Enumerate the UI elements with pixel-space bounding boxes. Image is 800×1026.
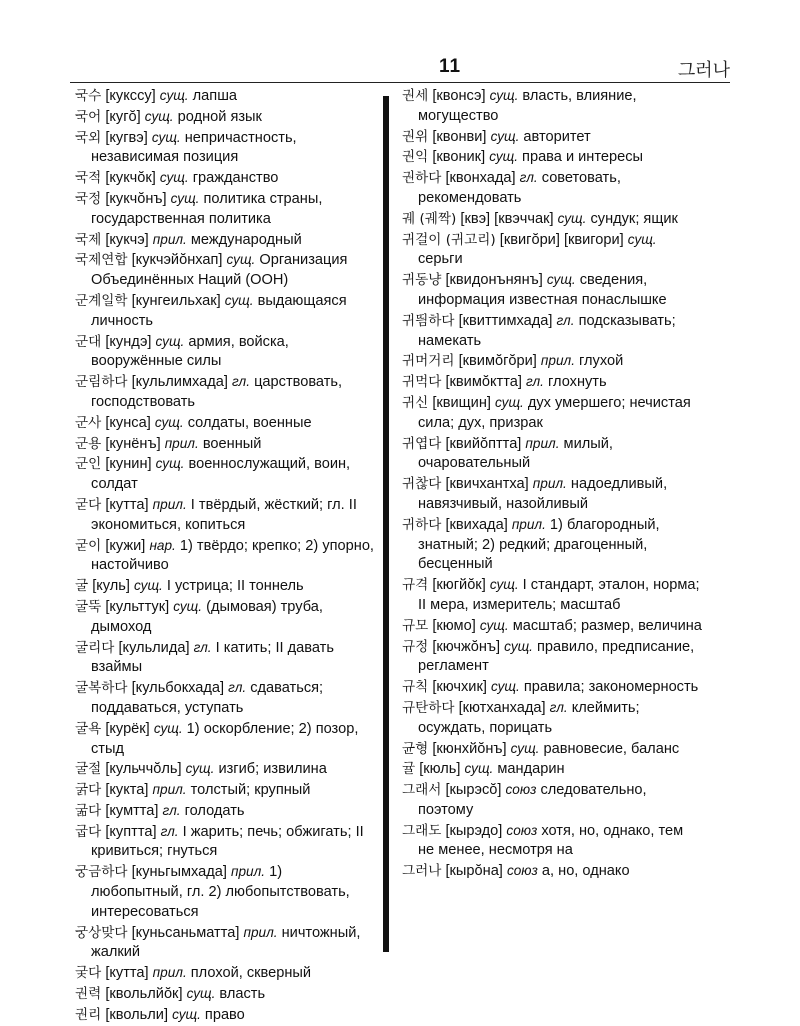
transcription: [кырŏна] <box>445 863 503 880</box>
definition: выдающаяся личность <box>91 292 347 329</box>
transcription: [кюгйŏк] <box>432 577 486 594</box>
dictionary-entry <box>402 575 702 616</box>
dictionary-entry <box>75 984 375 1005</box>
grammar-label: прил. <box>152 231 187 247</box>
definition: лапша <box>192 88 238 104</box>
transcription: [квольли] <box>105 1006 168 1023</box>
grammar-label: сущ. <box>186 986 216 1002</box>
grammar-label: сущ. <box>557 210 587 226</box>
headword: 귀먹다 <box>402 374 442 391</box>
transcription: [кукчŏнъ] <box>105 190 167 207</box>
headword: 귀띔하다 <box>402 312 455 329</box>
running-head: 그러나 <box>677 60 730 80</box>
definition: 1) оскорбление; 2) позор, стыд <box>91 720 359 757</box>
grammar-label: прил. <box>152 496 187 512</box>
transcription: [кюль] <box>419 761 461 778</box>
right-column <box>402 86 702 882</box>
grammar-label: сущ. <box>489 577 519 593</box>
headword: 귀찮다 <box>402 476 442 493</box>
grammar-label: гл. <box>228 680 247 696</box>
dictionary-entry <box>402 86 702 127</box>
grammar-label: прил. <box>540 353 575 369</box>
definition: (дымовая) труба, дымоход <box>91 598 323 635</box>
headword: 귀걸이 (귀고리) <box>402 231 496 248</box>
transcription: [кюнхйŏнъ] <box>432 740 507 757</box>
transcription: [кырэдо] <box>445 822 503 839</box>
definition: I устрица; II тоннель <box>166 578 304 595</box>
grammar-label: сущ. <box>226 252 256 268</box>
transcription: [квичхантха] <box>445 476 529 493</box>
transcription: [квимŏктта] <box>445 374 522 391</box>
dictionary-entry <box>75 963 375 984</box>
grammar-label: гл. <box>549 699 568 715</box>
definition: равновесие, баланс <box>543 740 680 757</box>
dictionary-entry <box>75 332 375 373</box>
grammar-label: сущ. <box>153 720 183 736</box>
grammar-label: сущ. <box>464 761 494 777</box>
transcription: [кунгеильхак] <box>131 292 221 309</box>
definition: правило, предписание, регламент <box>418 638 695 675</box>
dictionary-entry <box>402 515 702 575</box>
transcription: [кунёнъ] <box>105 435 161 452</box>
transcription: [квигŏри] [квигори] <box>499 231 624 248</box>
definition: I твёрдый, жёсткий; гл. II экономиться, копиться <box>91 496 357 533</box>
transcription: [кумтта] <box>105 802 159 819</box>
definition: мандарин <box>497 761 565 778</box>
definition: ничтожный, жалкий <box>91 924 361 961</box>
dictionary-entry <box>75 597 375 638</box>
dictionary-entry <box>402 780 702 821</box>
headword: 국외 <box>75 129 102 146</box>
headword: 귤 <box>402 761 416 778</box>
headword: 국적 <box>75 170 102 187</box>
headword: 규탄하다 <box>402 699 455 716</box>
definition: I стандарт, эталон, норма; II мера, измеритель; масштаб <box>418 577 700 613</box>
grammar-label: гл. <box>519 170 538 186</box>
headword: 국수 <box>75 88 102 104</box>
definition: советовать, рекомендовать <box>418 170 621 206</box>
transcription: [квийŏптта] <box>445 435 522 452</box>
definition: голодать <box>184 802 245 819</box>
grammar-label: сущ. <box>173 598 203 614</box>
headword: 굴뚝 <box>75 598 102 615</box>
dictionary-entry <box>402 230 702 271</box>
dictionary-entry <box>75 759 375 780</box>
grammar-label: гл. <box>160 823 179 839</box>
header-rule <box>70 82 730 83</box>
dictionary-entry <box>75 454 375 495</box>
grammar-label: союз <box>506 822 538 838</box>
dictionary-entry <box>402 616 702 637</box>
definition: следовательно, поэтому <box>418 782 647 818</box>
grammar-label: прил. <box>152 782 187 798</box>
definition: масштаб; размер, величина <box>512 617 702 634</box>
transcription: [кукссу] <box>105 88 156 104</box>
definition: изгиб; извилина <box>218 761 327 778</box>
transcription: [квонви] <box>432 128 487 145</box>
dictionary-entry <box>75 291 375 332</box>
transcription: [куль] <box>92 578 130 595</box>
definition: солдаты, военные <box>187 414 312 431</box>
dictionary-entry <box>402 311 702 352</box>
dictionary-entry <box>75 107 375 128</box>
grammar-label: гл. <box>193 639 212 655</box>
headword: 군대 <box>75 333 102 350</box>
dictionary-entry <box>402 821 702 862</box>
definition: а, но, однако <box>541 863 630 880</box>
transcription: [кугвэ] <box>105 129 148 146</box>
grammar-label: сущ. <box>224 292 254 308</box>
headword: 규정 <box>402 638 429 655</box>
transcription: [культтук] <box>105 598 170 615</box>
dictionary-entry <box>402 147 702 168</box>
dictionary-entry <box>75 801 375 822</box>
definition: сдаваться; поддаваться, уступать <box>91 680 324 716</box>
grammar-label: союз <box>505 782 537 798</box>
headword: 군인 <box>75 456 102 473</box>
transcription: [куньсаньматта] <box>131 924 240 941</box>
headword: 굴욕 <box>75 720 102 737</box>
definition: 1) любопытный, гл. 2) любопытствовать, интересоваться <box>91 864 350 920</box>
headword: 궁상맞다 <box>75 924 128 941</box>
definition: клеймить; осуждать, порицать <box>418 699 640 736</box>
grammar-label: прил. <box>164 435 199 451</box>
definition: надоедливый, навязчивый, назойливый <box>418 476 668 512</box>
grammar-label: сущ. <box>155 333 185 349</box>
transcription: [кужи] <box>105 537 146 554</box>
dictionary-entry <box>75 413 375 434</box>
headword: 국제 <box>75 231 102 248</box>
grammar-label: сущ. <box>144 108 174 124</box>
grammar-label: сущ. <box>489 88 519 103</box>
grammar-label: сущ. <box>627 231 657 247</box>
grammar-label: сущ. <box>155 456 185 472</box>
headword: 권리 <box>75 1006 102 1023</box>
transcription: [кючхик] <box>432 679 487 696</box>
grammar-label: сущ. <box>490 128 520 144</box>
dictionary-entry <box>75 1005 375 1026</box>
dictionary-entry <box>402 861 702 882</box>
page-header <box>70 56 730 84</box>
dictionary-entry <box>75 638 375 679</box>
dictionary-entry <box>402 351 702 372</box>
dictionary-entry <box>75 822 375 863</box>
dictionary-entry <box>402 270 702 311</box>
transcription: [кульччŏль] <box>105 761 182 778</box>
definition: 1) благородный, знатный; 2) редкий; драгоценный, бесценный <box>418 516 660 573</box>
dictionary-entry <box>75 372 375 413</box>
transcription: [кютханхада] <box>458 699 546 716</box>
dictionary-entry <box>75 780 375 801</box>
headword: 귀머거리 <box>402 353 455 370</box>
transcription: [кукчэйŏнхап] <box>131 252 223 269</box>
transcription: [квихада] <box>445 516 508 533</box>
definition: сведения, информация известная понаслышке <box>418 272 667 308</box>
definition: родной язык <box>177 108 262 125</box>
grammar-label: гл. <box>232 374 250 390</box>
headword: 굴 <box>75 578 89 595</box>
headword: 굴절 <box>75 761 102 778</box>
headword: 균형 <box>402 740 429 757</box>
headword: 굴복하다 <box>75 680 128 697</box>
page-number: 11 <box>438 56 462 77</box>
dictionary-entry <box>402 474 702 515</box>
headword: 굽다 <box>75 823 102 840</box>
headword: 군계일학 <box>75 292 128 309</box>
headword: 귀하다 <box>402 516 442 533</box>
headword: 군사 <box>75 414 102 431</box>
grammar-label: прил. <box>525 435 560 451</box>
headword: 굳이 <box>75 537 102 554</box>
headword: 규격 <box>402 577 429 594</box>
definition: дух умершего; нечистая сила; дух, призрак <box>418 394 691 431</box>
definition: подсказывать; намекать <box>418 312 676 349</box>
grammar-label: сущ. <box>154 414 184 430</box>
definition: хотя, но, однако, тем не менее, несмотря на <box>418 822 684 859</box>
grammar-label: сущ. <box>489 149 518 165</box>
headword: 귀신 <box>402 394 429 411</box>
dictionary-entry <box>75 495 375 536</box>
dictionary-entry <box>75 536 375 577</box>
dictionary-entry <box>75 719 375 760</box>
headword: 굶다 <box>75 802 102 819</box>
definition: международный <box>190 231 302 248</box>
headword: 군용 <box>75 435 102 452</box>
definition: непричастность, независимая позиция <box>91 129 297 166</box>
transcription: [кырэсŏ] <box>445 782 502 799</box>
headword: 그래서 <box>402 782 442 799</box>
grammar-label: прил. <box>511 516 546 532</box>
transcription: [кунса] <box>105 414 151 431</box>
grammar-label: сущ. <box>185 761 215 777</box>
definition: царствовать, господствовать <box>91 374 343 410</box>
transcription: [кукчŏк] <box>105 170 156 187</box>
definition: Организация Объединённых Наций (ООН) <box>91 252 348 289</box>
grammar-label: гл. <box>162 802 181 818</box>
definition: милый, очаровательный <box>418 435 613 472</box>
transcription: [квищин] <box>432 394 491 411</box>
dictionary-entry <box>75 862 375 922</box>
transcription: [куптта] <box>105 823 157 840</box>
grammar-label: сущ. <box>479 617 509 633</box>
transcription: [квонхада] <box>445 170 516 187</box>
dictionary-entry <box>402 127 702 148</box>
transcription: [кюмо] <box>432 617 476 634</box>
headword: 국어 <box>75 108 102 125</box>
definition: правила; закономерность <box>523 679 699 696</box>
transcription: [квонсэ] <box>432 88 486 104</box>
column-divider <box>383 96 389 952</box>
grammar-label: сущ. <box>134 578 163 594</box>
transcription: [кутта] <box>105 496 149 513</box>
dictionary-entry <box>75 576 375 597</box>
dictionary-entry <box>402 677 702 698</box>
headword: 권익 <box>402 149 429 166</box>
definition: серьги <box>418 251 463 268</box>
headword: 규모 <box>402 617 429 634</box>
dictionary-entry <box>402 698 702 739</box>
left-column <box>75 86 375 1026</box>
grammar-label: сущ. <box>490 679 520 695</box>
headword: 귀엽다 <box>402 435 442 452</box>
headword: 그래도 <box>402 822 442 839</box>
grammar-label: сущ. <box>159 88 189 103</box>
grammar-label: союз <box>506 863 538 879</box>
transcription: [кючжŏнъ] <box>432 638 501 655</box>
dictionary-entry <box>75 923 375 964</box>
grammar-label: прил. <box>152 965 187 981</box>
grammar-label: сущ. <box>495 394 524 410</box>
definition: права и интересы <box>522 149 644 166</box>
transcription: [квимŏгŏри] <box>458 353 537 370</box>
dictionary-entry <box>75 168 375 189</box>
dictionary-entry <box>402 434 702 475</box>
headword: 권력 <box>75 986 102 1003</box>
headword: 군림하다 <box>75 374 128 391</box>
transcription: [квэ] [квэччак] <box>460 210 554 227</box>
grammar-label: гл. <box>556 312 575 328</box>
definition: авторитет <box>523 128 591 145</box>
definition: армия, войска, вооружённые силы <box>91 333 289 370</box>
dictionary-entry <box>75 250 375 291</box>
headword: 권위 <box>402 128 429 145</box>
headword: 굴리다 <box>75 639 115 656</box>
dictionary-entry <box>402 637 702 678</box>
headword: 권하다 <box>402 170 442 187</box>
definition: глохнуть <box>548 374 607 391</box>
headword: 권세 <box>402 88 429 104</box>
grammar-label: сущ. <box>510 740 540 756</box>
transcription: [кугŏ] <box>105 108 141 125</box>
transcription: [кундэ] <box>105 333 152 350</box>
headword: 귀동냥 <box>402 272 442 289</box>
transcription: [кульбокхада] <box>131 680 225 697</box>
dictionary-entry <box>75 678 375 719</box>
transcription: [квиттимхада] <box>458 312 553 329</box>
headword: 궤 (궤짝) <box>402 210 457 227</box>
grammar-label: сущ. <box>546 272 576 288</box>
grammar-label: сущ. <box>170 190 200 206</box>
headword: 그러나 <box>402 863 442 880</box>
dictionary-entry <box>402 209 702 230</box>
grammar-label: сущ. <box>151 129 181 145</box>
definition: власть, влияние, могущество <box>418 88 637 124</box>
definition: гражданство <box>192 170 279 187</box>
definition: плохой, скверный <box>190 965 312 982</box>
definition: 1) твёрдо; крепко; 2) упорно, настойчиво <box>91 537 374 574</box>
transcription: [квольлйŏк] <box>105 986 183 1003</box>
dictionary-entry <box>402 168 702 209</box>
headword: 궁금하다 <box>75 864 128 881</box>
headword: 궂다 <box>75 965 102 982</box>
transcription: [кукчэ] <box>105 231 149 248</box>
grammar-label: прил. <box>231 864 266 880</box>
dictionary-entry <box>402 372 702 393</box>
headword: 굵다 <box>75 782 102 799</box>
definition: сундук; ящик <box>590 210 678 227</box>
dictionary-entry <box>75 189 375 230</box>
definition: право <box>204 1006 245 1023</box>
definition: политика страны, государственная политика <box>91 190 323 227</box>
dictionary-entry <box>75 128 375 169</box>
transcription: [квоник] <box>432 149 486 166</box>
grammar-label: сущ. <box>172 1006 201 1022</box>
transcription: [кунин] <box>105 456 152 473</box>
dictionary-entry <box>402 393 702 434</box>
headword: 굳다 <box>75 496 102 513</box>
dictionary-entry <box>75 434 375 455</box>
headword: 국제연합 <box>75 252 128 269</box>
definition: глухой <box>579 353 624 370</box>
grammar-label: прил. <box>243 924 278 940</box>
grammar-label: нар. <box>149 537 176 553</box>
transcription: [квидонънянъ] <box>445 272 543 289</box>
dictionary-entry <box>402 739 702 760</box>
definition: I жарить; печь; обжигать; II кривиться; гнуться <box>91 823 364 860</box>
definition: власть <box>219 986 266 1003</box>
dictionary-entry <box>75 86 375 107</box>
transcription: [кукта] <box>105 782 149 799</box>
definition: военнослужащий, воин, солдат <box>91 456 351 493</box>
transcription: [кульлида] <box>118 639 190 656</box>
headword: 국정 <box>75 190 102 207</box>
transcription: [кульлимхада] <box>131 374 228 391</box>
grammar-label: сущ. <box>159 170 189 186</box>
dictionary-entry <box>402 759 702 780</box>
grammar-label: гл. <box>525 374 544 390</box>
headword: 규칙 <box>402 679 429 696</box>
transcription: [куньгымхада] <box>131 864 227 881</box>
definition: I катить; II давать взаймы <box>91 639 334 676</box>
transcription: [курёк] <box>105 720 150 737</box>
dictionary-entry <box>75 230 375 251</box>
transcription: [кутта] <box>105 965 149 982</box>
definition: толстый; крупный <box>190 782 311 799</box>
grammar-label: прил. <box>532 476 567 492</box>
grammar-label: сущ. <box>504 638 533 654</box>
definition: военный <box>202 435 262 452</box>
